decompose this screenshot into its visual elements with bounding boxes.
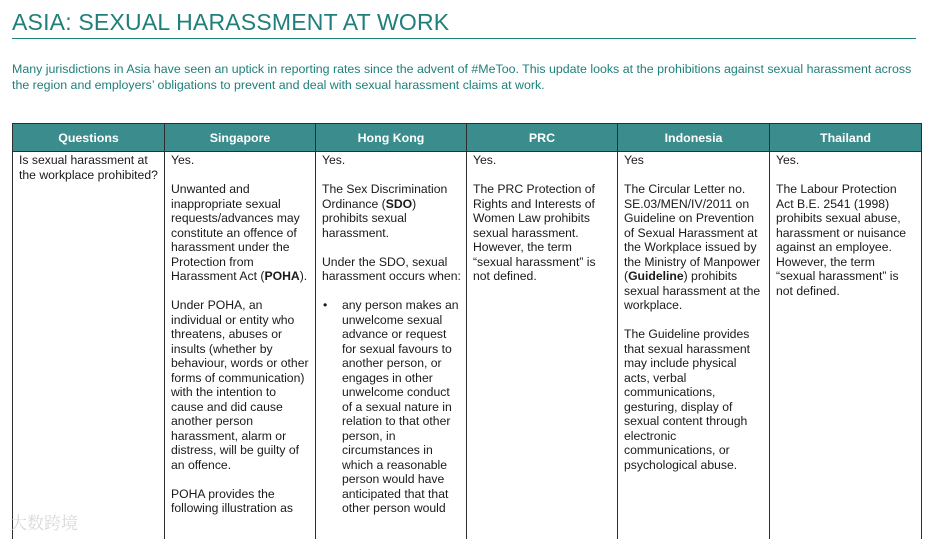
- indonesia-paragraph-3: The Guideline provides that sexual harassment may include physical acts, verbal communications, gesturing, display of sexual content through electronic communications, or psychological abuse.: [624, 327, 751, 472]
- prc-paragraph-2: The PRC Protection of Rights and Interests of Women Law prohibits sexual harassment. However, the term “sexual harassment” is not defined.: [473, 182, 596, 283]
- header-singapore: Singapore: [165, 124, 316, 152]
- indonesia-p2-tail: ) prohibits sexual harassment at the workplace.: [624, 269, 761, 312]
- prc-cell: [467, 152, 618, 539]
- singapore-answer: Yes.: [171, 153, 195, 167]
- hong-kong-bullet-list: [322, 298, 461, 516]
- indonesia-p2-bold: Guideline: [628, 269, 684, 283]
- header-prc: PRC: [467, 124, 618, 152]
- hong-kong-p2-text: The Sex Discrimination Ordinance (: [322, 182, 448, 211]
- title-divider: [12, 38, 916, 39]
- question-text: Is sexual harassment at the workplace prohibited?: [19, 153, 158, 182]
- intro-paragraph: Many jurisdictions in Asia have seen an uptick in reporting rates since the advent of #MeToo. This update looks at the prohibitions against sexual harassment across the region and employers’ obligations to prevent and deal with sexual harassment claims at work.: [12, 62, 912, 92]
- indonesia-p2-text: The Circular Letter no. SE.03/MEN/IV/2011 on Guideline on Prevention of Sexual Harassment at the Workplace issued by the Ministry of Manpower (: [624, 182, 761, 283]
- indonesia-paragraph-2: [624, 182, 764, 313]
- thailand-cell: [770, 152, 922, 539]
- indonesia-answer: Yes: [624, 153, 644, 167]
- singapore-p2-tail: ).: [299, 269, 308, 283]
- thailand-answer: Yes.: [776, 153, 800, 167]
- hong-kong-p2-bold: SDO: [385, 196, 413, 211]
- hong-kong-paragraph-3: Under the SDO, sexual harassment occurs when:: [322, 254, 461, 283]
- singapore-p2-bold: POHA: [264, 269, 300, 283]
- hong-kong-answer: Yes.: [322, 153, 346, 167]
- prc-answer: Yes.: [473, 153, 497, 167]
- singapore-paragraph-2: [171, 182, 310, 284]
- header-hong-kong: Hong Kong: [316, 124, 467, 152]
- singapore-paragraph-3: Under POHA, an individual or entity who threatens, abuses or insults (whether by behaviour, words or other forms of communication) with the intention to cause and did cause another person harassment, alarm or distress, will be guilty of an offence.: [171, 298, 309, 472]
- header-indonesia: Indonesia: [618, 124, 770, 152]
- hong-kong-cell: [316, 152, 467, 539]
- question-cell: [13, 152, 165, 539]
- comparison-table: [12, 123, 922, 539]
- header-thailand: Thailand: [770, 124, 922, 152]
- document-title: ASIA: SEXUAL HARASSMENT AT WORK: [12, 9, 450, 35]
- singapore-cell: [165, 152, 316, 539]
- watermark: 大数跨境: [10, 514, 78, 533]
- table-row: [13, 152, 922, 539]
- header-questions: Questions: [13, 124, 165, 152]
- indonesia-cell: [618, 152, 770, 539]
- singapore-paragraph-4: POHA provides the following illustration as: [171, 486, 293, 515]
- singapore-p2-text: Unwanted and inappropriate sexual requests/advances may constitute an offence of harassment under the Protection from Harassment Act (: [171, 182, 300, 283]
- hong-kong-paragraph-2: [322, 182, 461, 240]
- table-header-row: [13, 124, 922, 152]
- hong-kong-p2-tail: ) prohibits sexual harassment.: [322, 196, 417, 240]
- thailand-paragraph-2: The Labour Protection Act B.E. 2541 (1998) prohibits sexual abuse, harassment or nuisance against an employee. However, the term “sexual harassment” is not defined.: [776, 182, 907, 298]
- list-item: • any person makes an unwelcome sexual advance or request for sexual favours to another person, or engages in other unwelcome conduct of a sexual nature in relation to that other person, in circumstances in which a reasonable person would have anticipated that that other person would: [342, 298, 461, 516]
